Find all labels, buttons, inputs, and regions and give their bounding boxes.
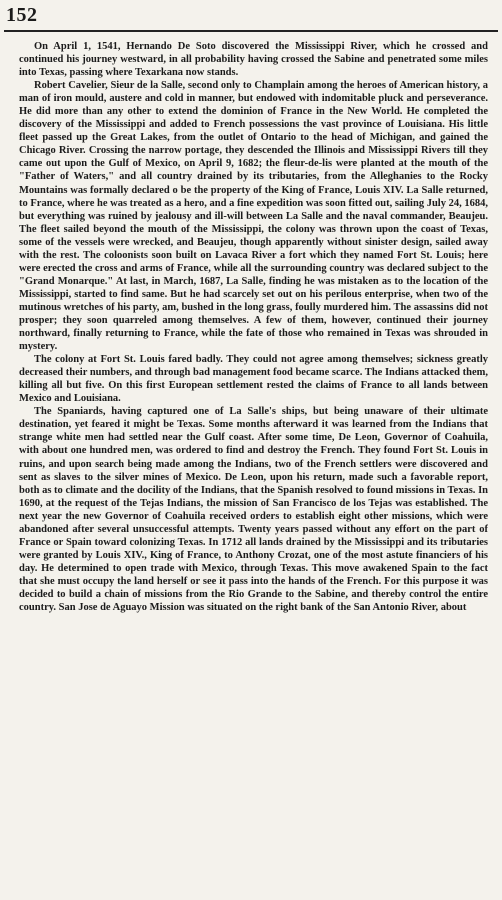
body-text <box>19 40 488 898</box>
paragraph-la-salle: Robert Cavelier, Sieur de la Salle, second only to Champlain among the heroes of American history, a man of iron mould, austere and cold in manner, but endowed with indomitable pluck and perseverance. He did more than any other to extend the dominion of France in the New World. He completed the discovery of the Mississippi and added to French possessions the vast province of Louisiana. His little fleet passed up the Great Lakes, from the outlet of Ontario to the head of Michigan, and gained the Chicago River. Crossing the narrow portage, they descended the Illinois and Mississippi Rivers till they came out upon the Gulf of Mexico, on April 9, 1682; the fleur-de-lis were planted at the mouth of the "Father of Waters," and all country drained by its tributaries, from the Alleghanies to the Rocky Mountains was formally declared o be the property of the King of France, Louis XIV. La Salle returned, to France, where he was treated as a hero, and a fine expedition was soon fitted out, sailing July 24, 1684, but everything was ruined by jealousy and ill-will between La Salle and the naval commander, Beaujeu. The fleet sailed beyond the mouth of the Mississippi, the colony was thrown upon the coast of Texas, some of the vessels were wrecked, and Beaujeu, though apparently without sinister design, sailed away with the rest. The coloonists soon built on Lavaca River a fort which they named Fort St. Louis; here were erected the cross and arms of France, while all the surrounding country was declared subject to the "Grand Monarque." At last, in March, 1687, La Salle, finding he was mistaken as to the location of the Mississippi, started to find same. But he had scarcely set out on his perilous enterprise, when two of the mutinous wretches of his party, am, bushed in the long grass, foully murdered him. The assassins did not prosper; they soon quarreled among themselves. A few of them, however, continued their journey northward, finally returning to France, while the fate of those who remained in Texas was shrouded in mystery. <box>19 80 488 353</box>
header-rule <box>4 30 498 32</box>
page-number: 152 <box>6 4 38 26</box>
paragraph-de-soto: On April 1, 1541, Hernando De Soto discovered the Mississippi River, which he crossed and continued his journey westward, in all probability having crossed the Sabine and penetrated some miles into Texas, passing where Texarkana now stands. <box>19 41 488 79</box>
paragraph-spaniards: The Spaniards, having captured one of La Salle's ships, but being unaware of their ultimate destination, yet feared it might be Texas. Some months afterward it was learned from the Indians that strange white men had settled near the Gulf coast. After some time, De Leon, Governor of Coahuila, with about one hundred men, was ordered to find and destroy the French. They found Fort St. Louis in ruins, and upon search being made among the Indians, two of the French settlers were discovered and sent as slaves to the silver mines of Mexico. De Leon, upon his return, made such a favorable report, both as to climate and the docility of the Indians, that the Spanish resolved to found missions in Texas. In 1690, at the request of the Tejas Indians, the mission of San Francisco de los Tejas was established. The next year the new Governor of Coahuila received orders to establish eight other missions, which were abandoned after several unsuccessful attempts. Twenty years passed without any effort on the part of France or Spain toward colonizing Texas. In 1712 all lands drained by the Mississippi and its tributaries were granted by Louis XIV., King of France, to Anthony Crozat, one of the most astute financiers of his day. He determined to open trade with Mexico, through Texas. This move awakened Spain to the fact that she must occupy the land herself or see it pass into the hands of the French. For this purpose it was decided to build a chain of missions from the Rio Grande to the Sabine, and thereby control the entire country. San Jose de Aguayo Mission was situated on the right bank of the San Antonio River, about <box>19 406 488 614</box>
paragraph-fort-st-louis: The colony at Fort St. Louis fared badly. They could not agree among themselves; sickness greatly decreased their numbers, and through bad management food became scarce. The Indians attacked them, killing all but five. On this first European settlement rested the claims of France to all lands between Mexico and Louisiana. <box>19 354 488 405</box>
